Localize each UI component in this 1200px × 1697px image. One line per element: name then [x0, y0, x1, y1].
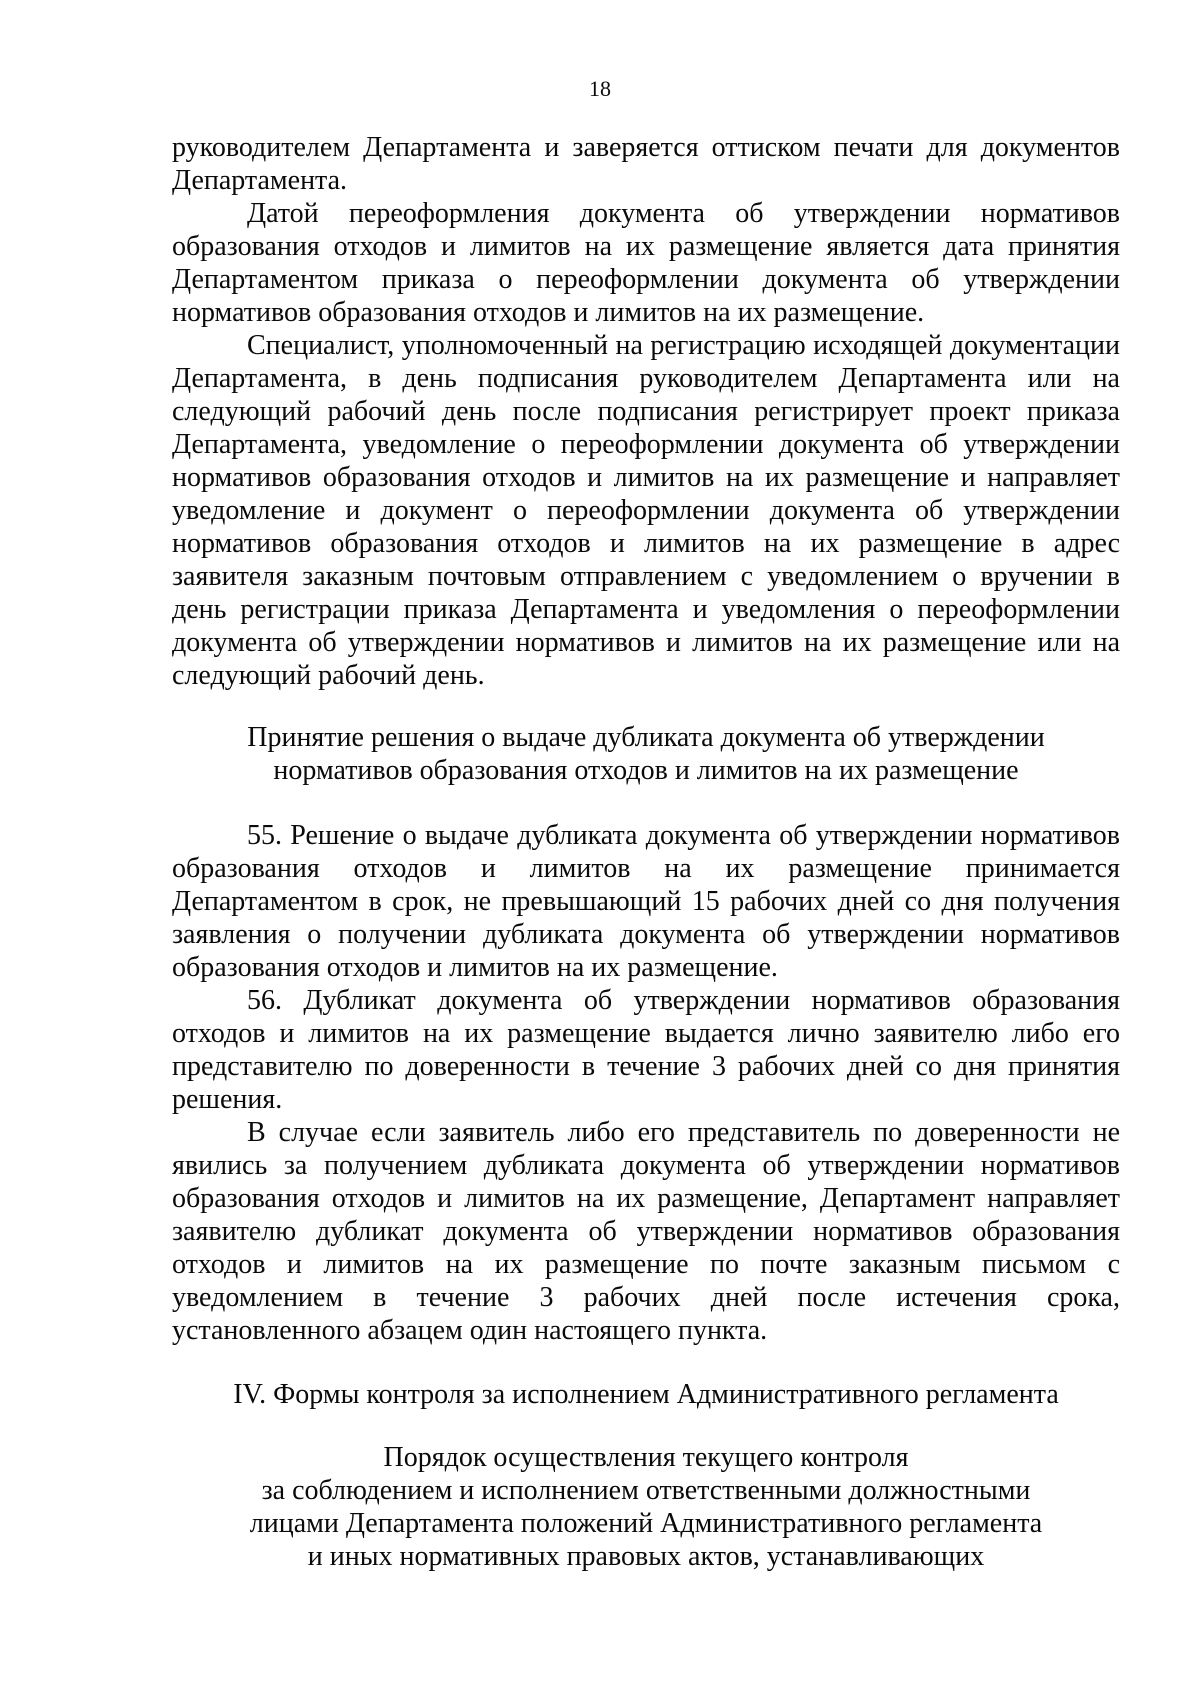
subheading-control-line-3: лицами Департамента положений Административного регламента — [249, 1508, 1043, 1539]
paragraph-reissue-date: Датой переоформления документа об утверждении нормативов образования отходов и лимитов на их размещение является дата принятия Департаментом приказа о переоформлении документа об утверждении нормативов образования отходов и лимитов на их размещение. — [172, 198, 1120, 328]
subheading-control-line-4: и иных нормативных правовых актов, устанавливающих — [307, 1541, 985, 1572]
subheading-control-line-2: за соблюдением и исполнением ответственными должностными — [261, 1475, 1031, 1506]
subheading-control — [172, 1441, 1120, 1573]
subheading-duplicate-line-1: Принятие решения о выдаче дубликата документа об утверждении — [247, 722, 1045, 753]
top-text-block — [172, 131, 1120, 692]
page-number: 18 — [589, 76, 611, 101]
section-heading-iv: IV. Формы контроля за исполнением Административного регламента — [233, 1379, 1059, 1410]
subheading-duplicate-line-2: нормативов образования отходов и лимитов на их размещение — [273, 755, 1019, 786]
paragraph-no-show-case: В случае если заявитель либо его представитель по доверенности не явились за получением дубликата документа об утверждении нормативов образования отходов и лимитов на их размещение, Департамент направляет заявителю дубликат документа об утверждении нормативов образования отходов и лимитов на их размещение по почте заказным письмом с уведомлением в течение 3 рабочих дней после истечения срока, установленного абзацем один настоящего пункта. — [172, 1117, 1120, 1346]
middle-text-block — [172, 819, 1120, 1347]
paragraph-continuation: руководителем Департамента и заверяется оттиском печати для документов Департамента. — [172, 132, 1120, 196]
subheading-control-line-1: Порядок осуществления текущего контроля — [383, 1442, 909, 1473]
paragraph-item-56: 56. Дубликат документа об утверждении нормативов образования отходов и лимитов на их размещение выдается лично заявителю либо его представителю по доверенности в течение 3 рабочих дней со дня принятия решения. — [172, 985, 1120, 1115]
section-heading-block — [172, 1378, 1120, 1411]
paragraph-item-55: 55. Решение о выдаче дубликата документа об утверждении нормативов образования отходов и лимитов на их размещение принимается Департаментом в срок, не превышающий 15 рабочих дней со дня получения заявления о получении дубликата документа об утверждении нормативов образования отходов и лимитов на их размещение. — [172, 820, 1120, 983]
paragraph-registration-specialist: Специалист, уполномоченный на регистрацию исходящей документации Департамента, в день подписания руководителем Департамента или на следующий рабочий день после подписания регистрирует проект приказа Департамента, уведомление о переоформлении документа об утверждении нормативов образования отходов и лимитов на их размещение и направляет уведомление и документ о переоформлении документа об утверждении нормативов образования отходов и лимитов на их размещение в адрес заявителя заказным почтовым отправлением с уведомлением о вручении в день регистрации приказа Департамента и уведомления о переоформлении документа об утверждении нормативов и лимитов на их размещение или на следующий рабочий день. — [172, 330, 1120, 691]
subheading-duplicate — [172, 721, 1120, 787]
